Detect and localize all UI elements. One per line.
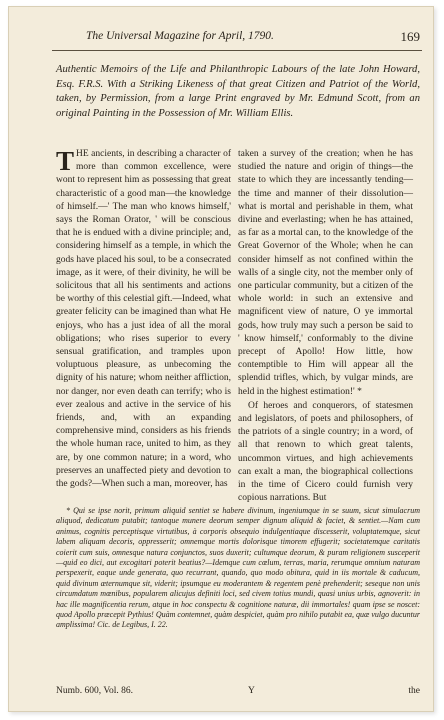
- paragraph: [56, 148, 231, 491]
- paragraph-text: HE ancients, in describing a character of more than common excellence, were wont to represent him as possessing that great characteristic of a good man—the knowledge of himself.—' The man who knows himself,' says the Roman Orator, ' will be conscious that he is endued with a divine principle; and, considering himself as a temple, in which the gods have placed his soul, to be a consecrated image, as it were, of their divinity, he will be solicitous that all his sentiments and actions be worthy of this celestial gift.—Indeed, what greater felicity can be imagined than what He enjoys, who has a just idea of all the moral obligations; who rises superior to every sensual gratification, and tramples upon voluptuous pleasure, as unbecoming the dignity of his nature; whom neither affliction, nor danger, nor even death can terrify; who is ever zealous and active in the service of his friends, and, with an expanding comprehensive mind, considers as his friends the whole human race, united to him, as they are, by one common nature; in a word, who preserves an unaffected piety and devotion to the gods?—When such a man, moreover, has: [56, 149, 231, 490]
- footnote-text: * Qui se ipse norit, primum aliquid sentiet se habere divinum, ingeniumque in se suum, sicut simulacrum aliquod, dedicatum putabit; tantoque munere deorum semper dignum aliquid & faciet, & sentiet.—Nam cum animus, cognitis perceptisque virtutibus, à corporis obsequio indulgentiaque discesserit, voluptatemque, sicut labem aliquam decoris, oppresserit; omnemque mortis dolorisque timorem effugerit; societatemque caritatis coierit cum suis, omnesque natura conjunctos, suos duxerit; cultumque deorum, & puram religionem susceperit—quid eo dici, aut excogitari poterit beatius?—Idemque cum cœlum, terras, maria, rerumque omnium naturam perspexerit, eaque unde generata, quo recurrant, quando, quo modo obitura, quid in iis mortale & caducum, quid divinum æternumque sit, viderit; ipsumque eu moderantem & regentem penè prehenderit; seseque non unis circumdatum mœnibus, popularem alicujus definiti loci, sed civem totius mundi, quasi unius urbis, agnoverit: in hac ille magnificentia rerum, atque in hoc conspectu & cognitione naturæ, dii immortales! quam ipse se noscet: quod Apollo præcepit Pythius! Quàm contemnet, quàm despiciet, quàm pro nihilo putabit ea, quæ vulgo ducuntur amplissima! Cic. de Legibus, I. 22.: [56, 506, 420, 630]
- catchword: the: [408, 686, 420, 696]
- running-header: [86, 30, 422, 48]
- paragraph: Of heroes and conquerors, of statesmen and legislators, of poets and philosophers, of the patriots of a single country; in a word, of all that renown to which great talents, uncommon virtues, and high achievements can exalt a man, the biographical collections in the time of Cicero could furnish very copious narrations. But: [238, 400, 413, 504]
- running-title: The Universal Magazine for April, 1790.: [86, 30, 274, 42]
- paragraph: taken a survey of the creation; when he has studied the nature and origin of things—the state to which they are incessantly tending—the time and manner of their dissolution—what is mortal and perishable in them, what divine and everlasting; when he has attained, as far as a mortal can, to the knowledge of the Great Governor of the Whole; when he can consider himself as not confined within the walls of a single city, not the member only of one particular community, but a citizen of the whole world: in such an extensive and magnificent view of nature, O ye immortal gods, how truly may such a person be said to ' know himself,' conformably to the divine precept of Apollo! How little, how contemptible to Him will appear all the splendid trifles, which, by vulgar minds, are held in the highest estimation!' *: [238, 149, 413, 397]
- footnote: [56, 506, 420, 631]
- text-column-right: [238, 148, 413, 505]
- text-column-left: [56, 148, 231, 491]
- header-rule: [52, 50, 422, 51]
- drop-cap: T: [56, 146, 75, 176]
- issue-number: Numb. 600, Vol. 86.: [56, 686, 133, 696]
- magazine-page: [8, 6, 434, 712]
- page-footer: [56, 686, 420, 700]
- article-title: Authentic Memoirs of the Life and Philanthropic Labours of the late John Howard, Esq. F.R.S. With a Striking Likeness of that great Citizen and Patriot of the World, taken, by Permission, from a large Print engraved by Mr. Edmund Scott, from an original Painting in the Possession of Mr. William Ellis.: [56, 64, 420, 119]
- signature-mark: Y: [248, 686, 255, 696]
- page-number: 169: [400, 29, 420, 44]
